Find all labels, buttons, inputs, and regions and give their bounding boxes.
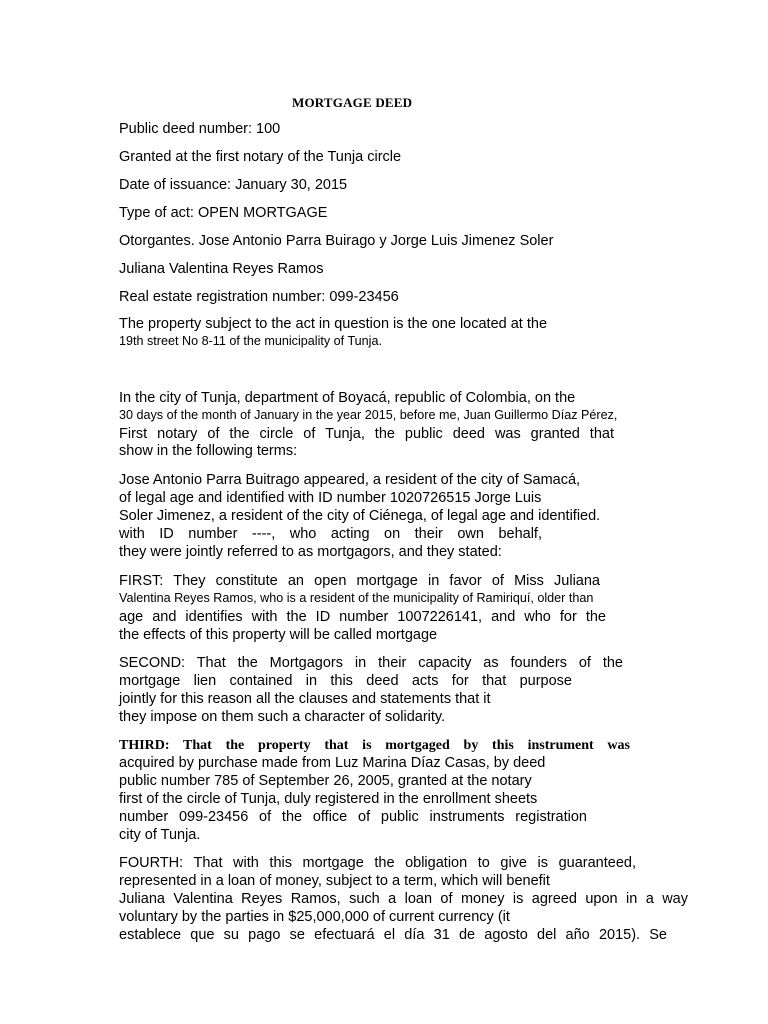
first-clause-line: Valentina Reyes Ramos, who is a resident of the municipality of Ramiriquí, older than [119,591,594,605]
appearance-line: Jose Antonio Parra Buitrago appeared, a resident of the city of Samacá, [119,472,581,488]
fourth-clause-line: FOURTH: That with this mortgage the obligation to give is guaranteed, [119,855,636,871]
third-clause-line: first of the circle of Tunja, duly registered in the enrollment sheets [119,791,538,807]
appearance-line: they were jointly referred to as mortgagors, and they stated: [119,544,502,560]
intro-line: 30 days of the month of January in the year 2015, before me, Juan Guillermo Díaz Pérez, [119,408,618,422]
second-clause-line: they impose on them such a character of solidarity. [119,709,446,725]
granted-at-line: Granted at the first notary of the Tunja circle [119,149,402,165]
second-clause-line: SECOND: That the Mortgagors in their capacity as founders of the [119,655,623,671]
second-clause-line: mortgage lien contained in this deed acts for that purpose [119,673,572,689]
fourth-clause-line: represented in a loan of money, subject to a term, which will benefit [119,873,550,889]
grantee-line: Juliana Valentina Reyes Ramos [119,261,324,277]
issuance-date-line: Date of issuance: January 30, 2015 [119,177,348,193]
third-clause-line: number 099-23456 of the office of public instruments registration [119,809,587,825]
intro-line: In the city of Tunja, department of Boyacá, republic of Colombia, on the [119,390,576,406]
first-clause-line: the effects of this property will be called mortgage [119,627,438,643]
third-clause-line: THIRD: That the property that is mortgaged by this instrument was [119,738,630,753]
property-line: 19th street No 8-11 of the municipality of Tunja. [119,334,382,348]
appearance-line: with ID number ----, who acting on their own behalf, [119,526,542,542]
first-clause-line: FIRST: They constitute an open mortgage in favor of Miss Juliana [119,573,600,589]
third-clause-line: city of Tunja. [119,827,201,843]
appearance-line: Soler Jimenez, a resident of the city of Ciénega, of legal age and identified. [119,508,601,524]
registration-line: Real estate registration number: 099-23456 [119,289,399,305]
second-clause-line: jointly for this reason all the clauses and statements that it [119,691,491,707]
third-clause-line: public number 785 of September 26, 2005, granted at the notary [119,773,532,789]
fourth-clause-line: establece que su pago se efectuará el día 31 de agosto del año 2015). Se [119,927,667,943]
intro-line: First notary of the circle of Tunja, the public deed was granted that [119,426,614,442]
act-type-line: Type of act: OPEN MORTGAGE [119,205,328,221]
fourth-clause-line: voluntary by the parties in $25,000,000 of current currency (it [119,909,510,925]
fourth-clause-line: Juliana Valentina Reyes Ramos, such a loan of money is agreed upon in a way [119,891,688,907]
appearance-line: of legal age and identified with ID number 1020726515 Jorge Luis [119,490,542,506]
deed-number-line: Public deed number: 100 [119,121,281,137]
intro-line: show in the following terms: [119,443,298,459]
first-clause-line: age and identifies with the ID number 1007226141, and who for the [119,609,606,625]
property-line: The property subject to the act in question is the one located at the [119,316,548,332]
document-title: MORTGAGE DEED [292,95,413,110]
grantors-line: Otorgantes. Jose Antonio Parra Buirago y Jorge Luis Jimenez Soler [119,233,554,249]
third-clause-line: acquired by purchase made from Luz Marina Díaz Casas, by deed [119,755,546,771]
